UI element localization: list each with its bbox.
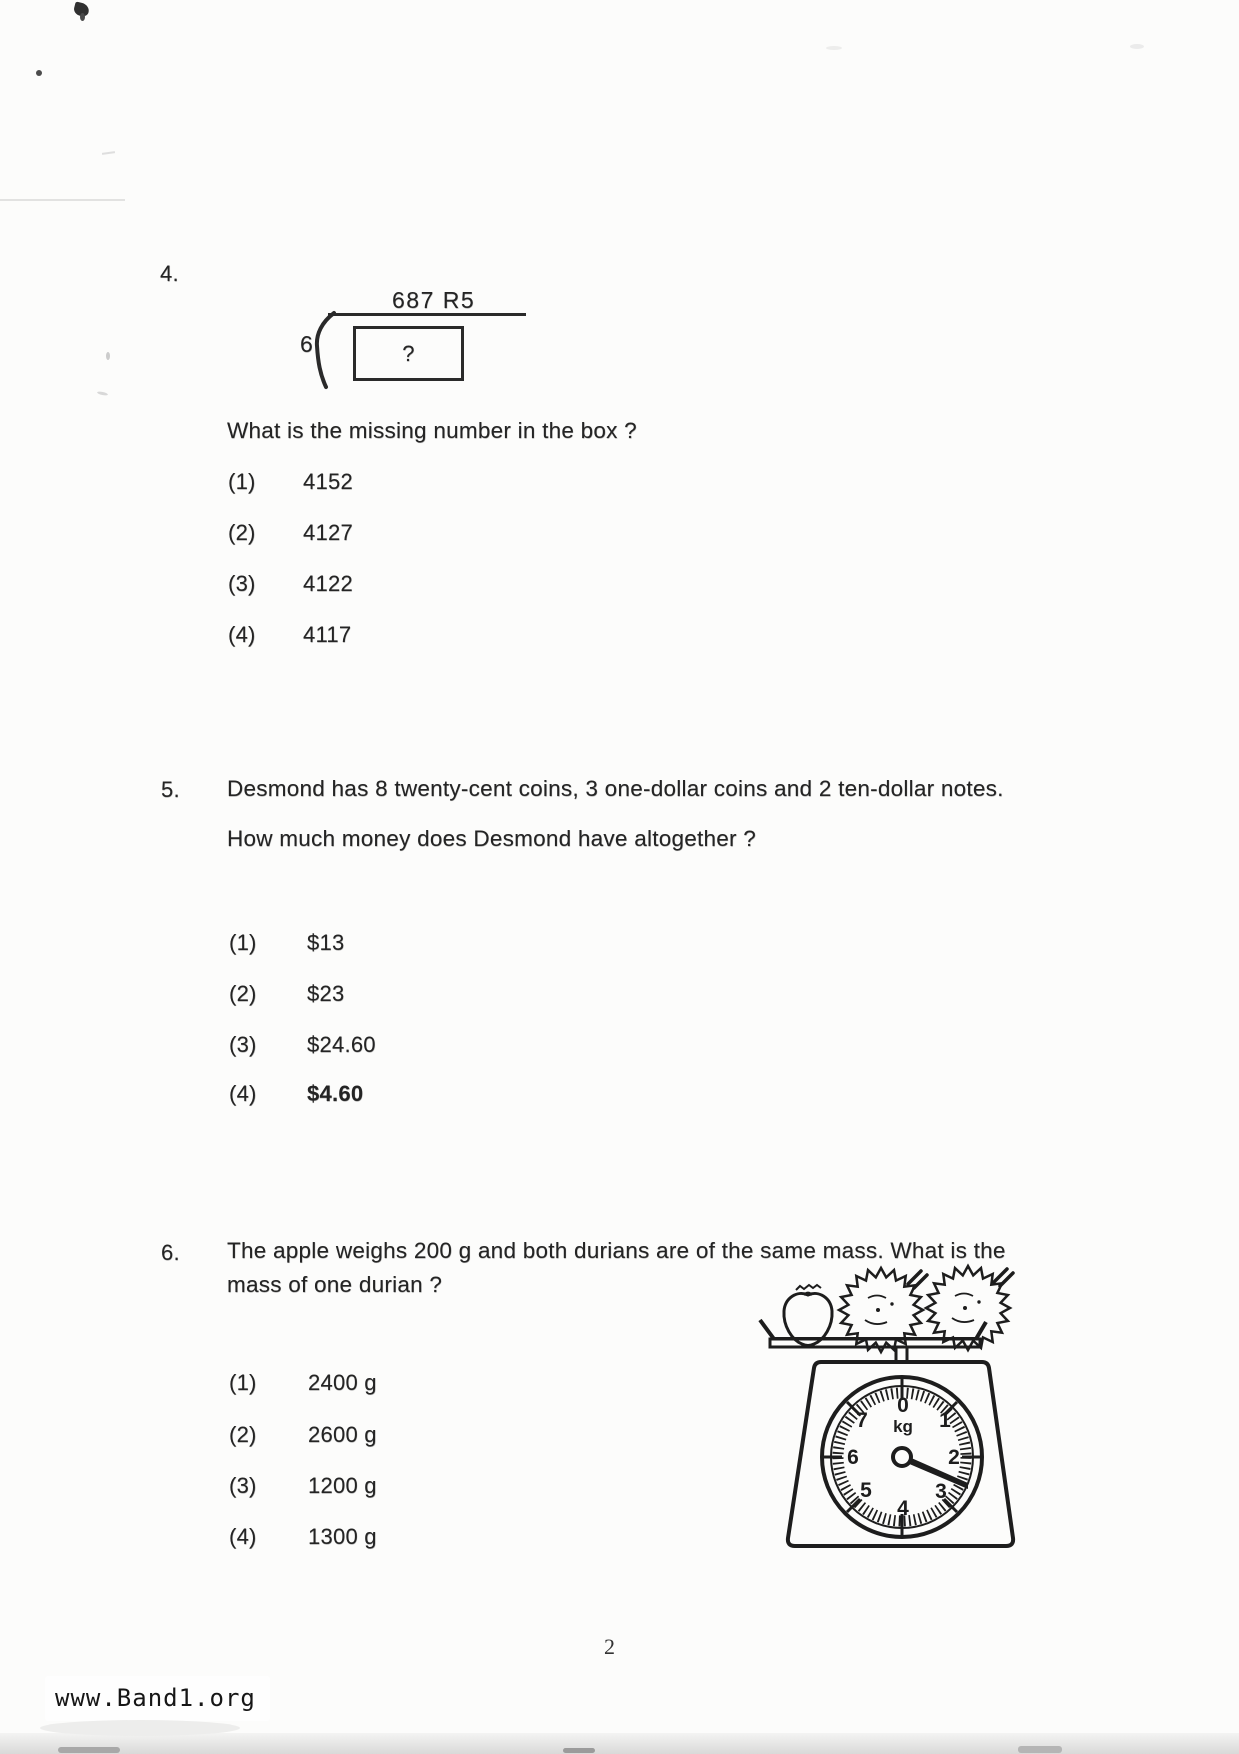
option-label: (3): [229, 1473, 257, 1498]
question-number: 4.: [160, 261, 179, 286]
scan-mark: [106, 352, 110, 360]
option-label: (1): [228, 469, 256, 494]
dividend-box: [353, 326, 464, 381]
dial-number: 0: [897, 1394, 909, 1417]
dial-number: 3: [935, 1480, 947, 1503]
option-value: $13: [307, 930, 345, 955]
dial-unit-label: kg: [893, 1417, 913, 1436]
scan-mark: [102, 151, 115, 155]
scan-smudge: [58, 1747, 120, 1753]
option-label: (2): [228, 520, 256, 545]
scan-mark: [97, 391, 108, 396]
option-label: (1): [229, 1370, 257, 1395]
question-number: 6.: [161, 1240, 180, 1265]
dial-number: 6: [847, 1446, 859, 1469]
dial-number: 2: [948, 1446, 960, 1469]
question-text-line1: The apple weighs 200 g and both durians are of the same mass. What is the: [227, 1238, 1006, 1263]
option-value: $23: [307, 981, 345, 1006]
apple-icon: [784, 1285, 832, 1346]
dial-number: 4: [897, 1497, 909, 1520]
box-question-mark: ?: [402, 340, 415, 366]
option-label: (1): [229, 930, 257, 955]
dial-number: 7: [856, 1409, 868, 1432]
dial-number: 1: [939, 1409, 951, 1432]
question-text-line2: How much money does Desmond have altogether ?: [227, 826, 757, 851]
needle-hub: [893, 1448, 911, 1466]
question-text-line1: Desmond has 8 twenty-cent coins, 3 one-dollar coins and 2 ten-dollar notes.: [227, 776, 1004, 801]
option-value: 4122: [303, 571, 353, 596]
option-label: (2): [229, 981, 257, 1006]
option-label: (4): [229, 1081, 257, 1106]
option-value: $24.60: [307, 1032, 376, 1057]
option-value: $4.60: [307, 1081, 364, 1106]
scan-smudge: [563, 1748, 595, 1753]
option-label: (4): [229, 1524, 257, 1549]
scan-crease: [0, 199, 125, 201]
option-value: 2400 g: [308, 1370, 377, 1395]
option-value: 4152: [303, 469, 353, 494]
scan-smudge: [1018, 1746, 1062, 1753]
site-watermark: www.Band1.org: [45, 1676, 270, 1721]
scan-mark: [80, 13, 85, 21]
question-text-line2: mass of one durian ?: [227, 1272, 443, 1297]
scan-dot: [36, 70, 42, 76]
scan-smudge: [40, 1720, 240, 1736]
question-number: 5.: [161, 777, 180, 802]
question-text: What is the missing number in the box ?: [227, 418, 637, 443]
scale-dial: [822, 1377, 982, 1537]
scale-pan: [760, 1320, 986, 1366]
scan-mark: [1130, 44, 1144, 49]
option-value: 2600 g: [308, 1422, 377, 1447]
option-label: (2): [229, 1422, 257, 1447]
quotient-label: 687 R5: [392, 287, 476, 313]
option-label: (3): [228, 571, 256, 596]
dial-number: 5: [860, 1479, 872, 1502]
option-value: 4117: [303, 622, 352, 647]
option-value: 1200 g: [308, 1473, 377, 1498]
option-label: (3): [229, 1032, 257, 1057]
divisor-label: 6: [300, 331, 314, 357]
option-label: (4): [228, 622, 256, 647]
weighing-scale-figure: [680, 1262, 1025, 1562]
option-value: 4127: [303, 520, 353, 545]
page-number: 2: [604, 1634, 615, 1659]
scan-mark: [826, 46, 842, 50]
vinculum-line: [328, 313, 526, 316]
option-value: 1300 g: [308, 1524, 377, 1549]
